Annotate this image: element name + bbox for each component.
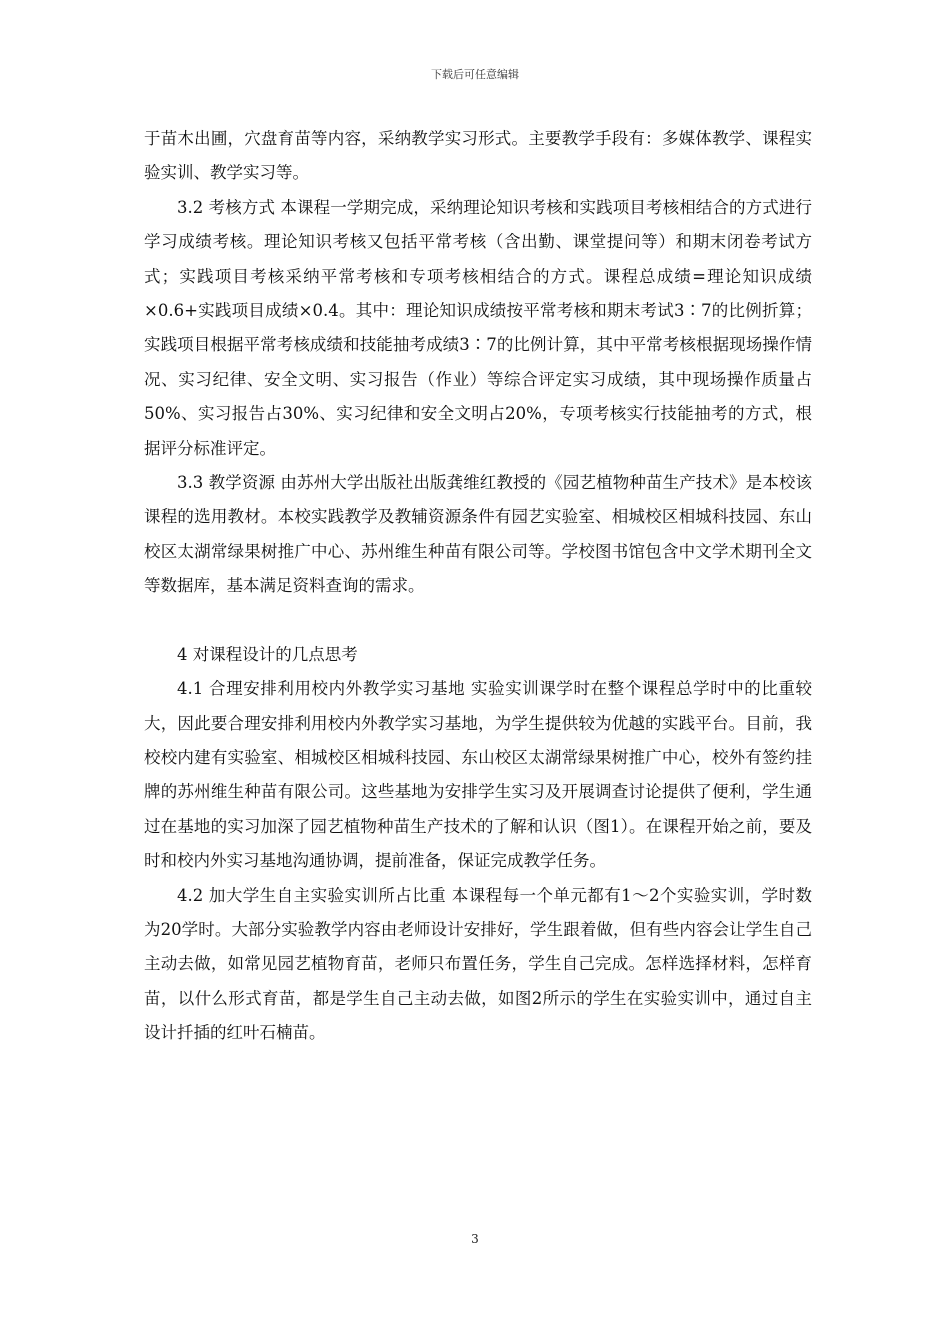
section-heading-4: 4 对课程设计的几点思考 [177,644,358,664]
paragraph-continuation: 于苗木出圃，穴盘育苗等内容，采纳教学实习形式。主要教学手段有：多媒体教学、课程实验实训、教学实习等。 [144,129,812,183]
page-number: 3 [471,1232,479,1246]
paragraph-section-4-1: 4.1 合理安排利用校内外教学实习基地 实验实训课学时在整个课程总学时中的比重较大，因此要合理安排利用校内外教学实习基地，为学生提供较为优越的实践平台。目前，我校校内建有实验室、相城校区相城科技园、东山校区太湖常绿果树推广中心，校外有签约挂牌的苏州维生种苗有限公司。这些基地为安排学生实习及开展调查讨论提供了便利，学生通过在基地的实习加深了园艺植物种苗生产技术的了解和认识（图1）。在课程开始之前，要及时和校内外实习基地沟通协调，提前准备，保证完成教学任务。 [144,679,812,871]
document-body [144,122,812,1051]
paragraph-section-4-2: 4.2 加大学生自主实验实训所占比重 本课程每一个单元都有1～2个实验实训，学时数为20学时。大部分实验教学内容由老师设计安排好，学生跟着做，但有些内容会让学生自己主动去做，如常见园艺植物育苗，老师只布置任务，学生自己完成。怎样选择材料，怎样育苗，以什么形式育苗，都是学生自己主动去做，如图2所示的学生在实验实训中，通过自主设计扦插的红叶石楠苗。 [144,885,812,1043]
paragraph-section-3-3: 3.3 教学资源 由苏州大学出版社出版龚维红教授的《园艺植物种苗生产技术》是本校该课程的选用教材。本校实践教学及教辅资源条件有园艺实验室、相城校区相城科技园、东山校区太湖常绿果树推广中心、苏州维生种苗有限公司等。学校图书馆包含中文学术期刊全文等数据库，基本满足资料查询的需求。 [144,473,812,596]
paragraph-section-3-2: 3.2 考核方式 本课程一学期完成，采纳理论知识考核和实践项目考核相结合的方式进行学习成绩考核。理论知识考核又包括平常考核（含出勤、课堂提问等）和期末闭卷考试方式；实践项目考核采纳平常考核和专项考核相结合的方式。课程总成绩=理论知识成绩×0.6+实践项目成绩×0.4。其中：理论知识成绩按平常考核和期末考试3∶7的比例折算；实践项目根据平常考核成绩和技能抽考成绩3∶7的比例计算，其中平常考核根据现场操作情况、实习纪律、安全文明、实习报告（作业）等综合评定实习成绩，其中现场操作质量占50%、实习报告占30%、实习纪律和安全文明占20%，专项考核实行技能抽考的方式，根据评分标准评定。 [144,197,812,458]
section-spacer [144,604,812,638]
page-header-note: 下载后可任意编辑 [431,68,519,81]
